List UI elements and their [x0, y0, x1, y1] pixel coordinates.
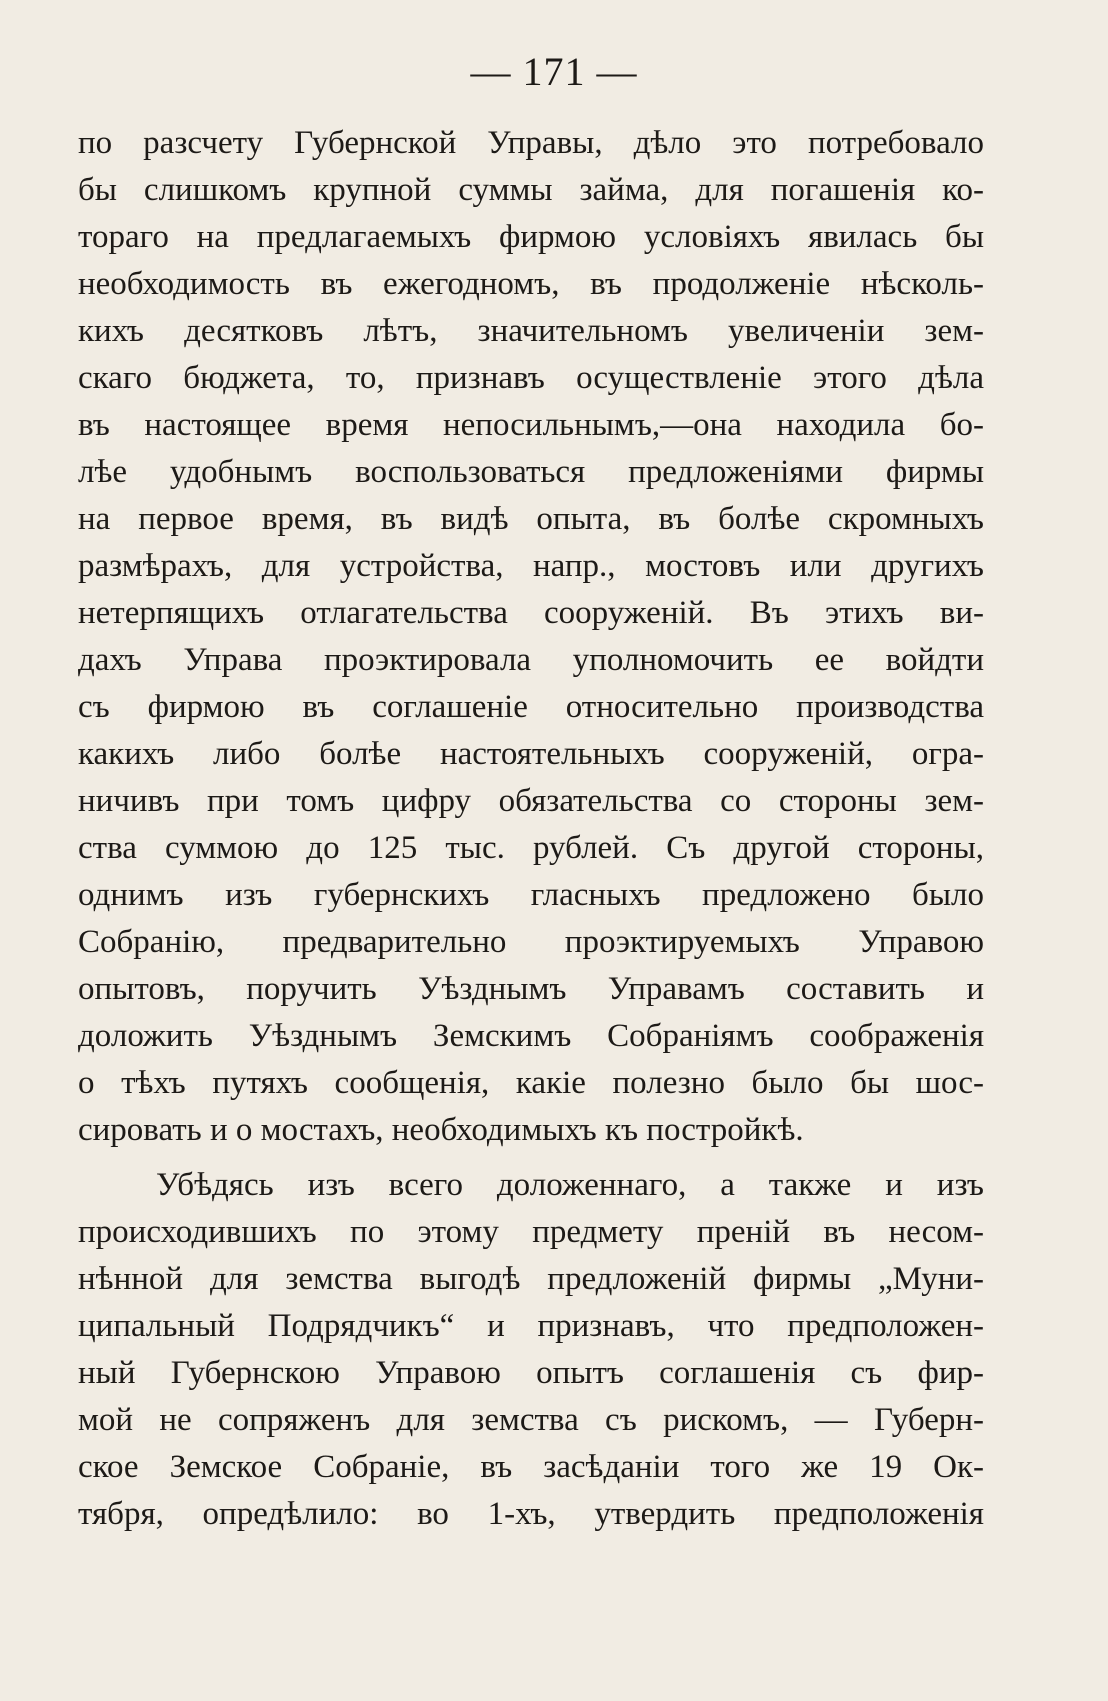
text-line: происходившихъ по этому предмету преній въ несом- — [78, 1214, 984, 1250]
text-line: однимъ изъ губернскихъ гласныхъ предложено было — [78, 877, 984, 913]
text-line: на первое время, въ видѣ опыта, въ болѣе скромныхъ — [78, 501, 984, 537]
text-line: о тѣхъ путяхъ сообщенія, какіе полезно было бы шос- — [78, 1065, 984, 1101]
text-line: нѣнной для земства выгодѣ предложеній фирмы „Муни- — [78, 1261, 984, 1297]
text-line: ства суммою до 125 тыс. рублей. Съ другой стороны, — [78, 830, 984, 866]
text-line: мой не сопряженъ для земства съ рискомъ, — Губерн- — [78, 1402, 984, 1438]
text-line: необходимость въ ежегодномъ, въ продолженіе нѣсколь- — [78, 266, 984, 302]
text-line: доложить Уѣзднымъ Земскимъ Собраніямъ соображенія — [78, 1018, 984, 1054]
text-line: тораго на предлагаемыхъ фирмою условіяхъ явилась бы — [78, 219, 984, 255]
text-line: по разсчету Губернской Управы, дѣло это потребовало — [78, 125, 984, 161]
text-line: ничивъ при томъ цифру обязательства со стороны зем- — [78, 783, 984, 819]
text-line: размѣрахъ, для устройства, напр., мостовъ или другихъ — [78, 548, 984, 584]
body-text — [78, 120, 984, 1538]
text-line: ный Губернскою Управою опытъ соглашенія съ фир- — [78, 1355, 984, 1391]
text-line: Собранію, предварительно проэктируемыхъ Управою — [78, 924, 984, 960]
text-line: въ настоящее время непосильнымъ,—она находила бо- — [78, 407, 984, 443]
text-line: ское Земское Собраніе, въ засѣданіи того же 19 Ок- — [78, 1449, 984, 1485]
page-number: — 171 — — [470, 49, 638, 94]
text-line: бы слишкомъ крупной суммы займа, для погашенія ко- — [78, 172, 984, 208]
text-line: кихъ десятковъ лѣтъ, значительномъ увеличеніи зем- — [78, 313, 984, 349]
text-line: ципальный Подрядчикъ“ и признавъ, что предположен- — [78, 1308, 984, 1344]
text-line: тября, опредѣлило: во 1-хъ, утвердить предположенія — [78, 1496, 984, 1532]
text-line: какихъ либо болѣе настоятельныхъ сооруженій, огра- — [78, 736, 984, 772]
paragraph-end-line: сировать и о мостахъ, необходимыхъ къ постройкѣ. — [78, 1112, 804, 1148]
paragraph-gap — [78, 1154, 984, 1162]
text-line: скаго бюджета, то, признавъ осуществленіе этого дѣла — [78, 360, 984, 396]
paragraph-first-line: Убѣдясь изъ всего доложеннаго, а также и изъ — [156, 1167, 984, 1203]
text-line: лѣе удобнымъ воспользоваться предложеніями фирмы — [78, 454, 984, 490]
text-line: дахъ Управа проэктировала уполномочить ее войдти — [78, 642, 984, 678]
text-line: опытовъ, поручить Уѣзднымъ Управамъ составить и — [78, 971, 984, 1007]
text-line: нетерпящихъ отлагательства сооруженій. Въ этихъ ви- — [78, 595, 984, 631]
text-line: съ фирмою въ соглашеніе относительно производства — [78, 689, 984, 725]
